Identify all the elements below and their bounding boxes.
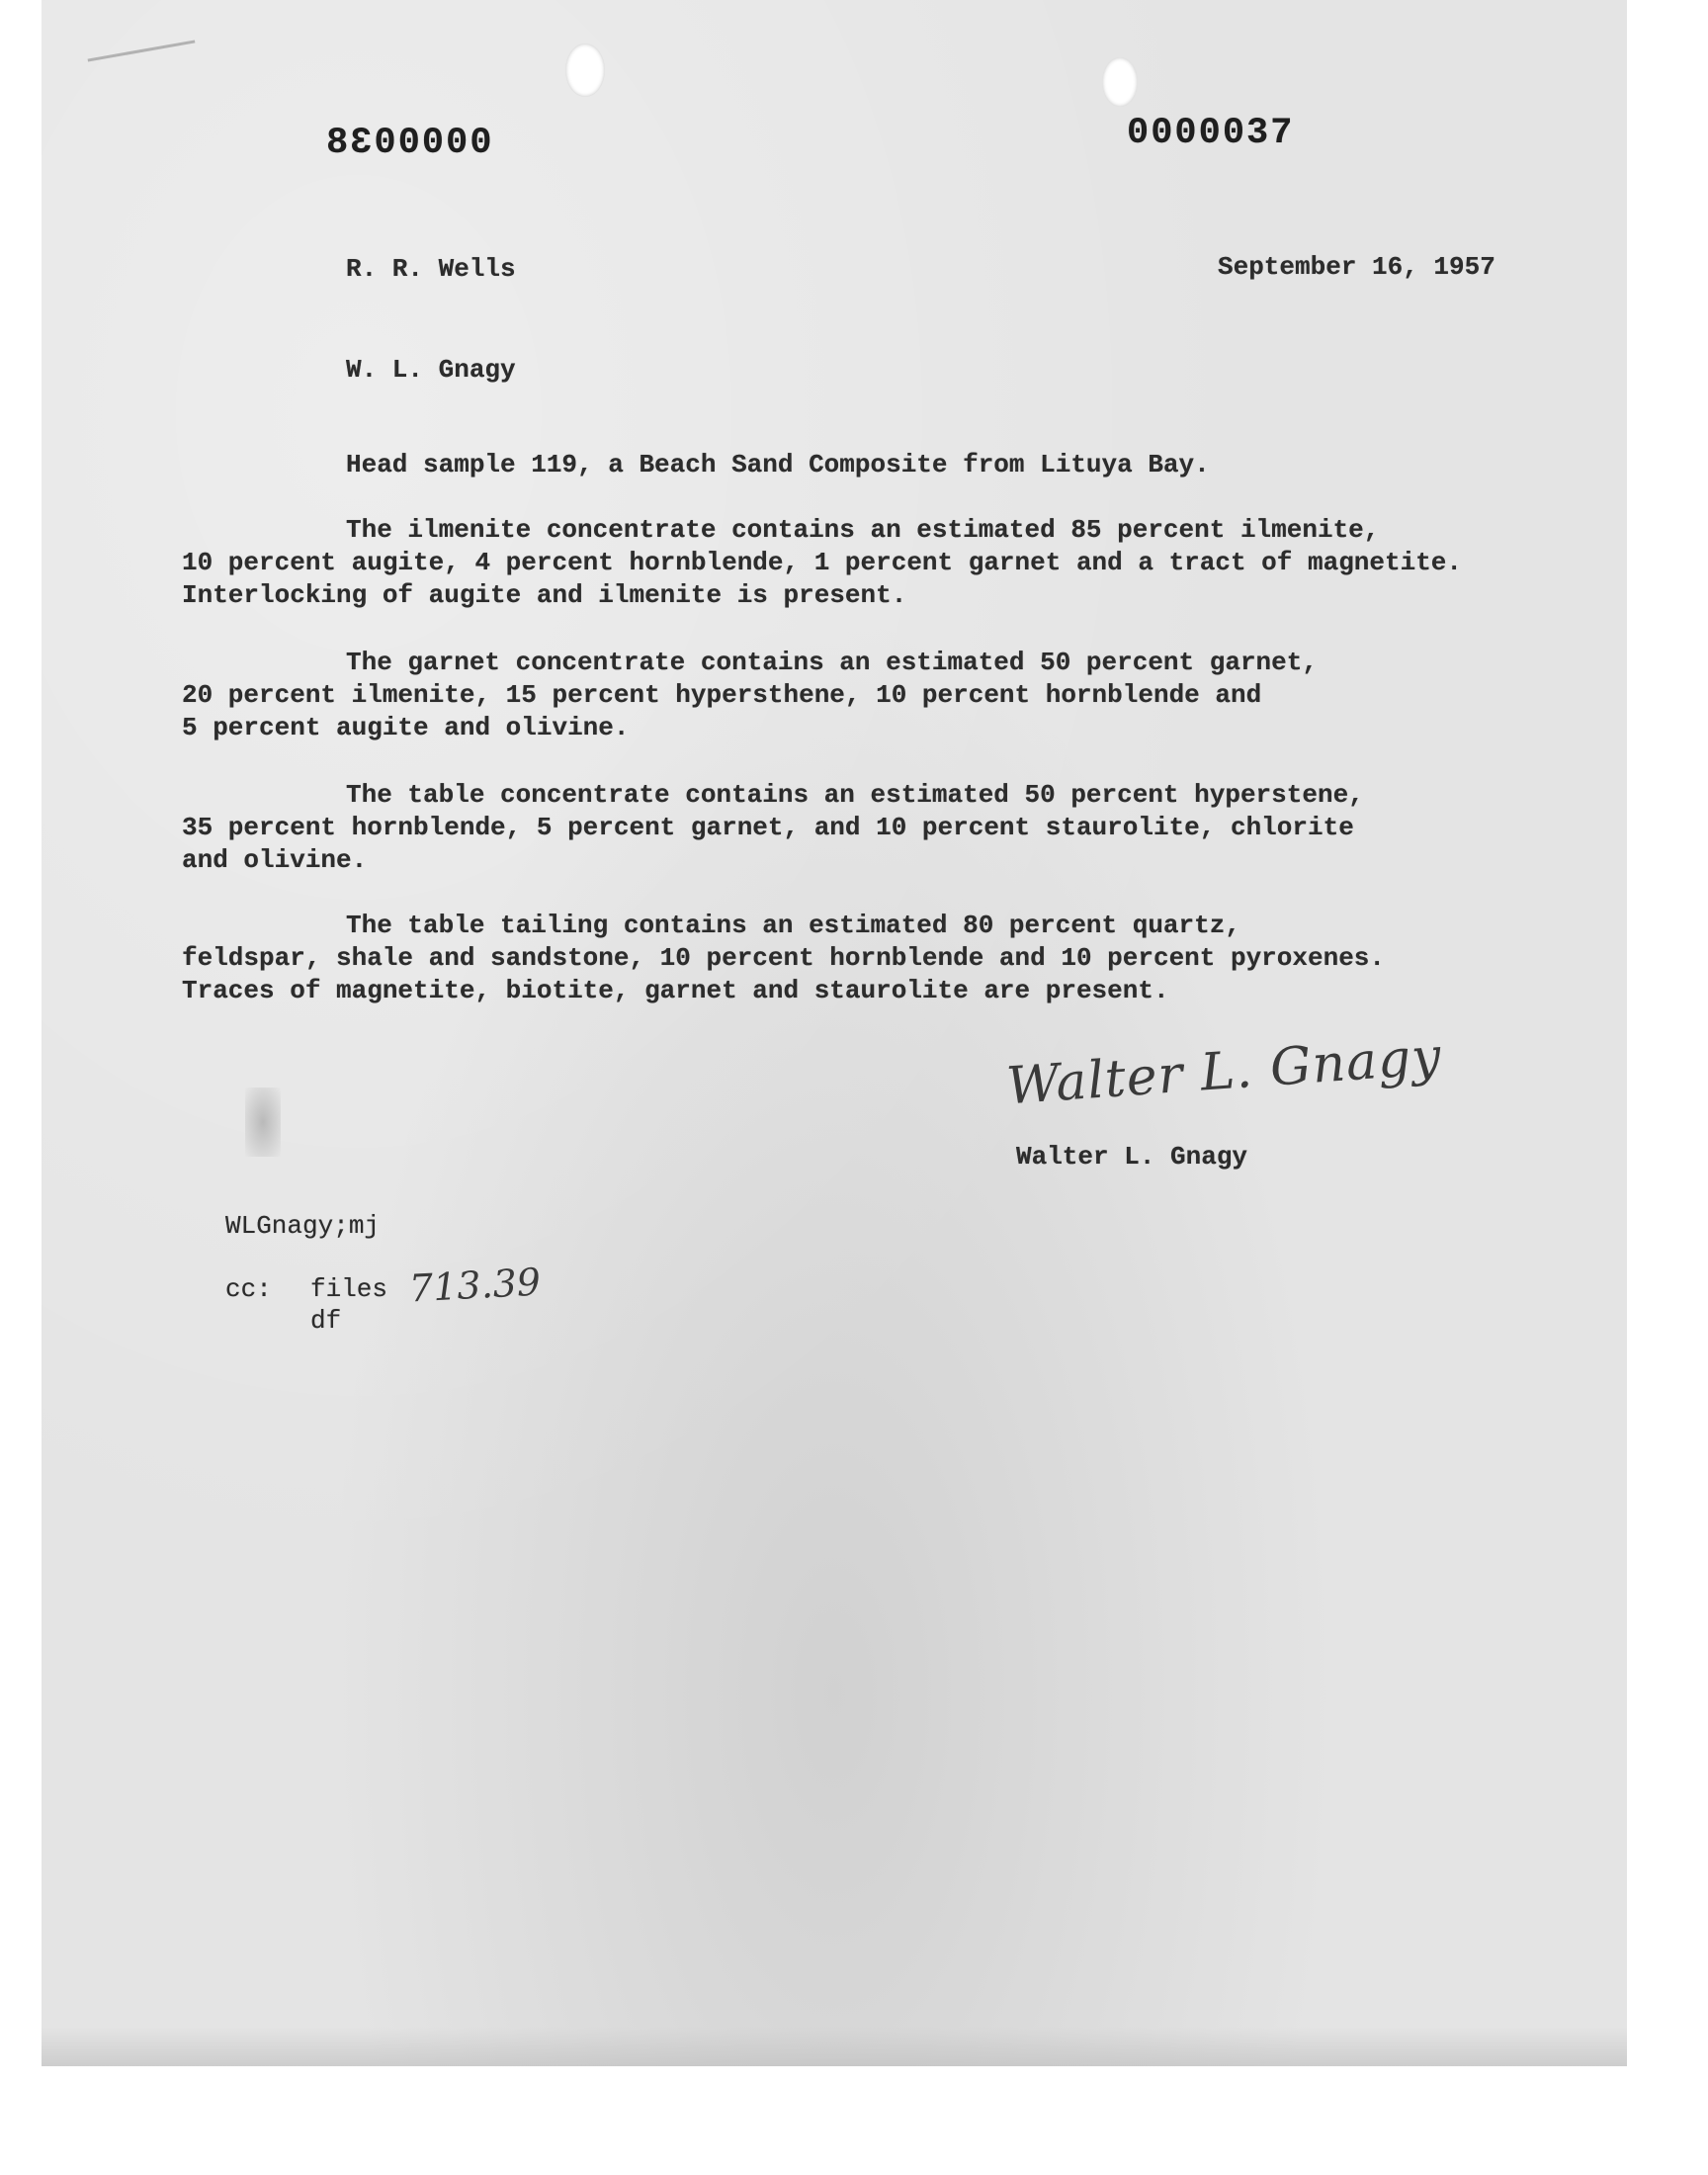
paragraph-line: 10 percent augite, 4 percent hornblende, 1 percent garnet and a tract of magnetite. [182, 548, 1463, 577]
typist-initials: WLGnagy;mj [225, 1211, 381, 1241]
typed-signature: Walter L. Gnagy [1016, 1142, 1248, 1172]
pencil-mark [88, 40, 196, 61]
memo-from: W. L. Gnagy [346, 355, 516, 385]
body-paragraph [182, 910, 1385, 1007]
paragraph-line: and olivine. [182, 845, 368, 875]
memo-date: September 16, 1957 [1218, 252, 1495, 282]
paragraph-line: 35 percent hornblende, 5 percent garnet, and 10 percent staurolite, chlorite [182, 813, 1354, 842]
handwritten-signature: Walter L. Gnagy [1004, 1026, 1444, 1117]
memo-subject: Head sample 119, a Beach Sand Composite from Lituya Bay. [346, 450, 1210, 479]
body-paragraph [182, 647, 1318, 744]
cc-label: cc: [225, 1274, 272, 1304]
paragraph-line: The ilmenite concentrate contains an estimated 85 percent ilmenite, [346, 515, 1380, 545]
document-page [42, 0, 1627, 2066]
paragraph-line: The garnet concentrate contains an estimated 50 percent garnet, [346, 648, 1318, 677]
paragraph-line: The table tailing contains an estimated 80 percent quartz, [346, 911, 1240, 940]
memo-to: R. R. Wells [346, 254, 516, 284]
body-paragraph [182, 779, 1364, 877]
paragraph-line: feldspar, shale and sandstone, 10 percent hornblende and 10 percent pyroxenes. [182, 943, 1385, 973]
paragraph-line: Traces of magnetite, biotite, garnet and staurolite are present. [182, 976, 1169, 1005]
paragraph-line: The table concentrate contains an estimated 50 percent hyperstene, [346, 780, 1364, 810]
punch-hole [565, 44, 605, 97]
punch-hole [1102, 57, 1138, 107]
page-number-stamp: 0000037 [1127, 113, 1295, 154]
paragraph-line: Interlocking of augite and ilmenite is present. [182, 580, 907, 610]
handwritten-file-number: 713.39 [407, 1260, 543, 1311]
body-paragraph [182, 514, 1462, 612]
cc-recipient-df: df [310, 1306, 342, 1336]
cc-recipient-files: files [310, 1274, 388, 1304]
page-number-stamp-mirrored: 0000038 [324, 123, 492, 164]
paragraph-line: 20 percent ilmenite, 15 percent hypersthene, 10 percent hornblende and [182, 680, 1262, 710]
smudge [245, 1088, 281, 1157]
paragraph-line: 5 percent augite and olivine. [182, 713, 630, 742]
